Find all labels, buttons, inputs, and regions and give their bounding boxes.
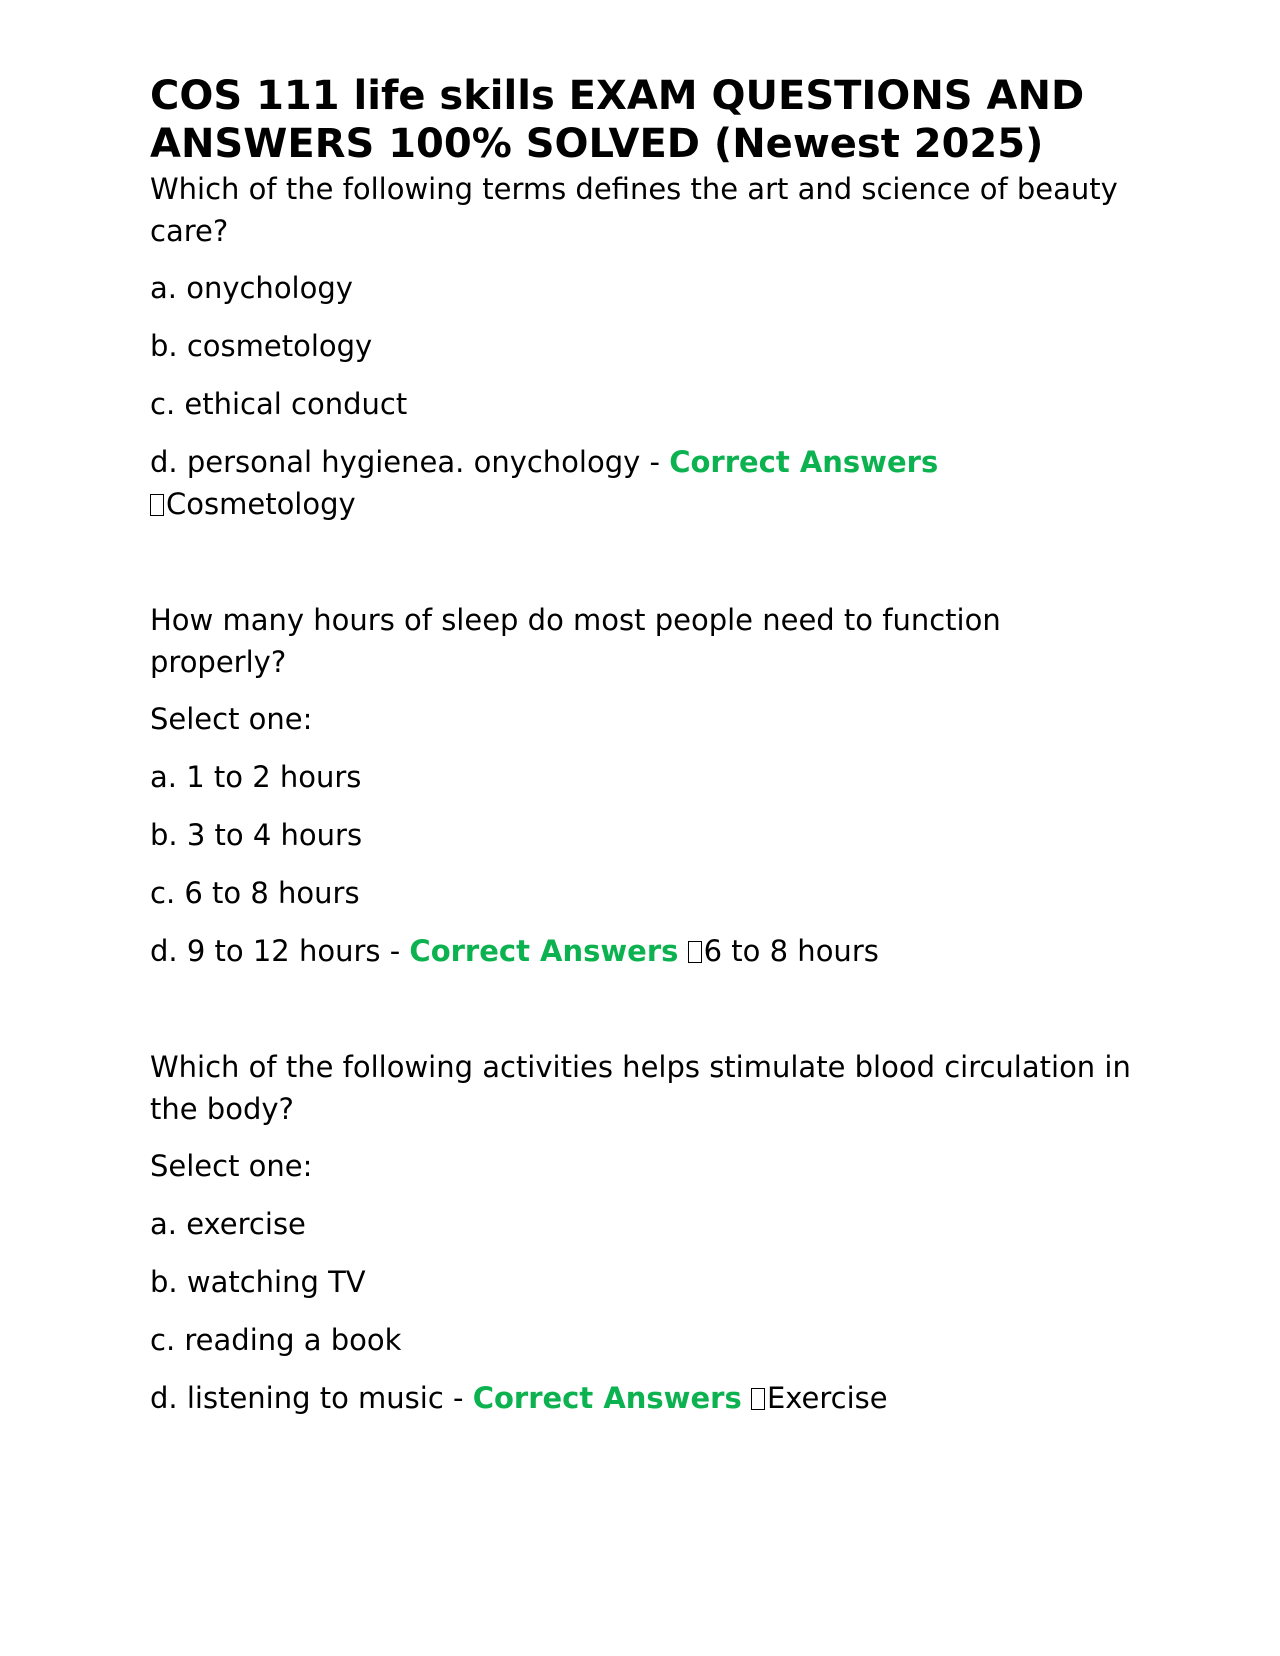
document-page (150, 72, 1140, 1419)
option-b: b. 3 to 4 hours (150, 818, 363, 852)
question-1 (150, 168, 1140, 525)
question-text: How many hours of sleep do most people need to function properly? (150, 603, 1001, 679)
option-c: c. reading a book (150, 1323, 402, 1357)
option-b: b. cosmetology (150, 329, 373, 363)
correct-answers-label: Correct Answers (669, 445, 939, 479)
question-text: Which of the following activities helps stimulate blood circulation in the body? (150, 1050, 1131, 1126)
question-2 (150, 599, 1140, 972)
option-c: c. 6 to 8 hours (150, 876, 360, 910)
option-a: a. 1 to 2 hours (150, 760, 362, 794)
option-d: d. personal hygienea. onychology - (150, 445, 670, 479)
answer-text: 6 to 8 hours (703, 934, 879, 968)
option-b: b. watching TV (150, 1265, 366, 1299)
select-one-label: Select one: (150, 702, 313, 736)
option-d: d. listening to music - (150, 1381, 473, 1415)
answer-text: Exercise (766, 1381, 888, 1415)
option-d: d. 9 to 12 hours - (150, 934, 410, 968)
option-d-with-answer (150, 930, 1140, 972)
missing-glyph-icon (150, 494, 164, 516)
option-a: a. exercise (150, 1207, 306, 1241)
correct-answers-label: Correct Answers (409, 934, 679, 968)
question-text: Which of the following terms defines the art and science of beauty care? (150, 172, 1118, 248)
option-d-with-answer (150, 441, 1140, 525)
answer-text: Cosmetology (166, 487, 356, 521)
document-title: COS 111 life skills EXAM QUESTIONS AND ANSWERS 100% SOLVED (Newest 2025) (150, 73, 1085, 167)
question-3 (150, 1046, 1140, 1419)
option-c: c. ethical conduct (150, 387, 408, 421)
option-a: a. onychology (150, 271, 353, 305)
missing-glyph-icon (751, 1388, 765, 1410)
correct-answers-label: Correct Answers (472, 1381, 742, 1415)
select-one-label: Select one: (150, 1149, 313, 1183)
missing-glyph-icon (688, 941, 702, 963)
option-d-with-answer (150, 1377, 1140, 1419)
